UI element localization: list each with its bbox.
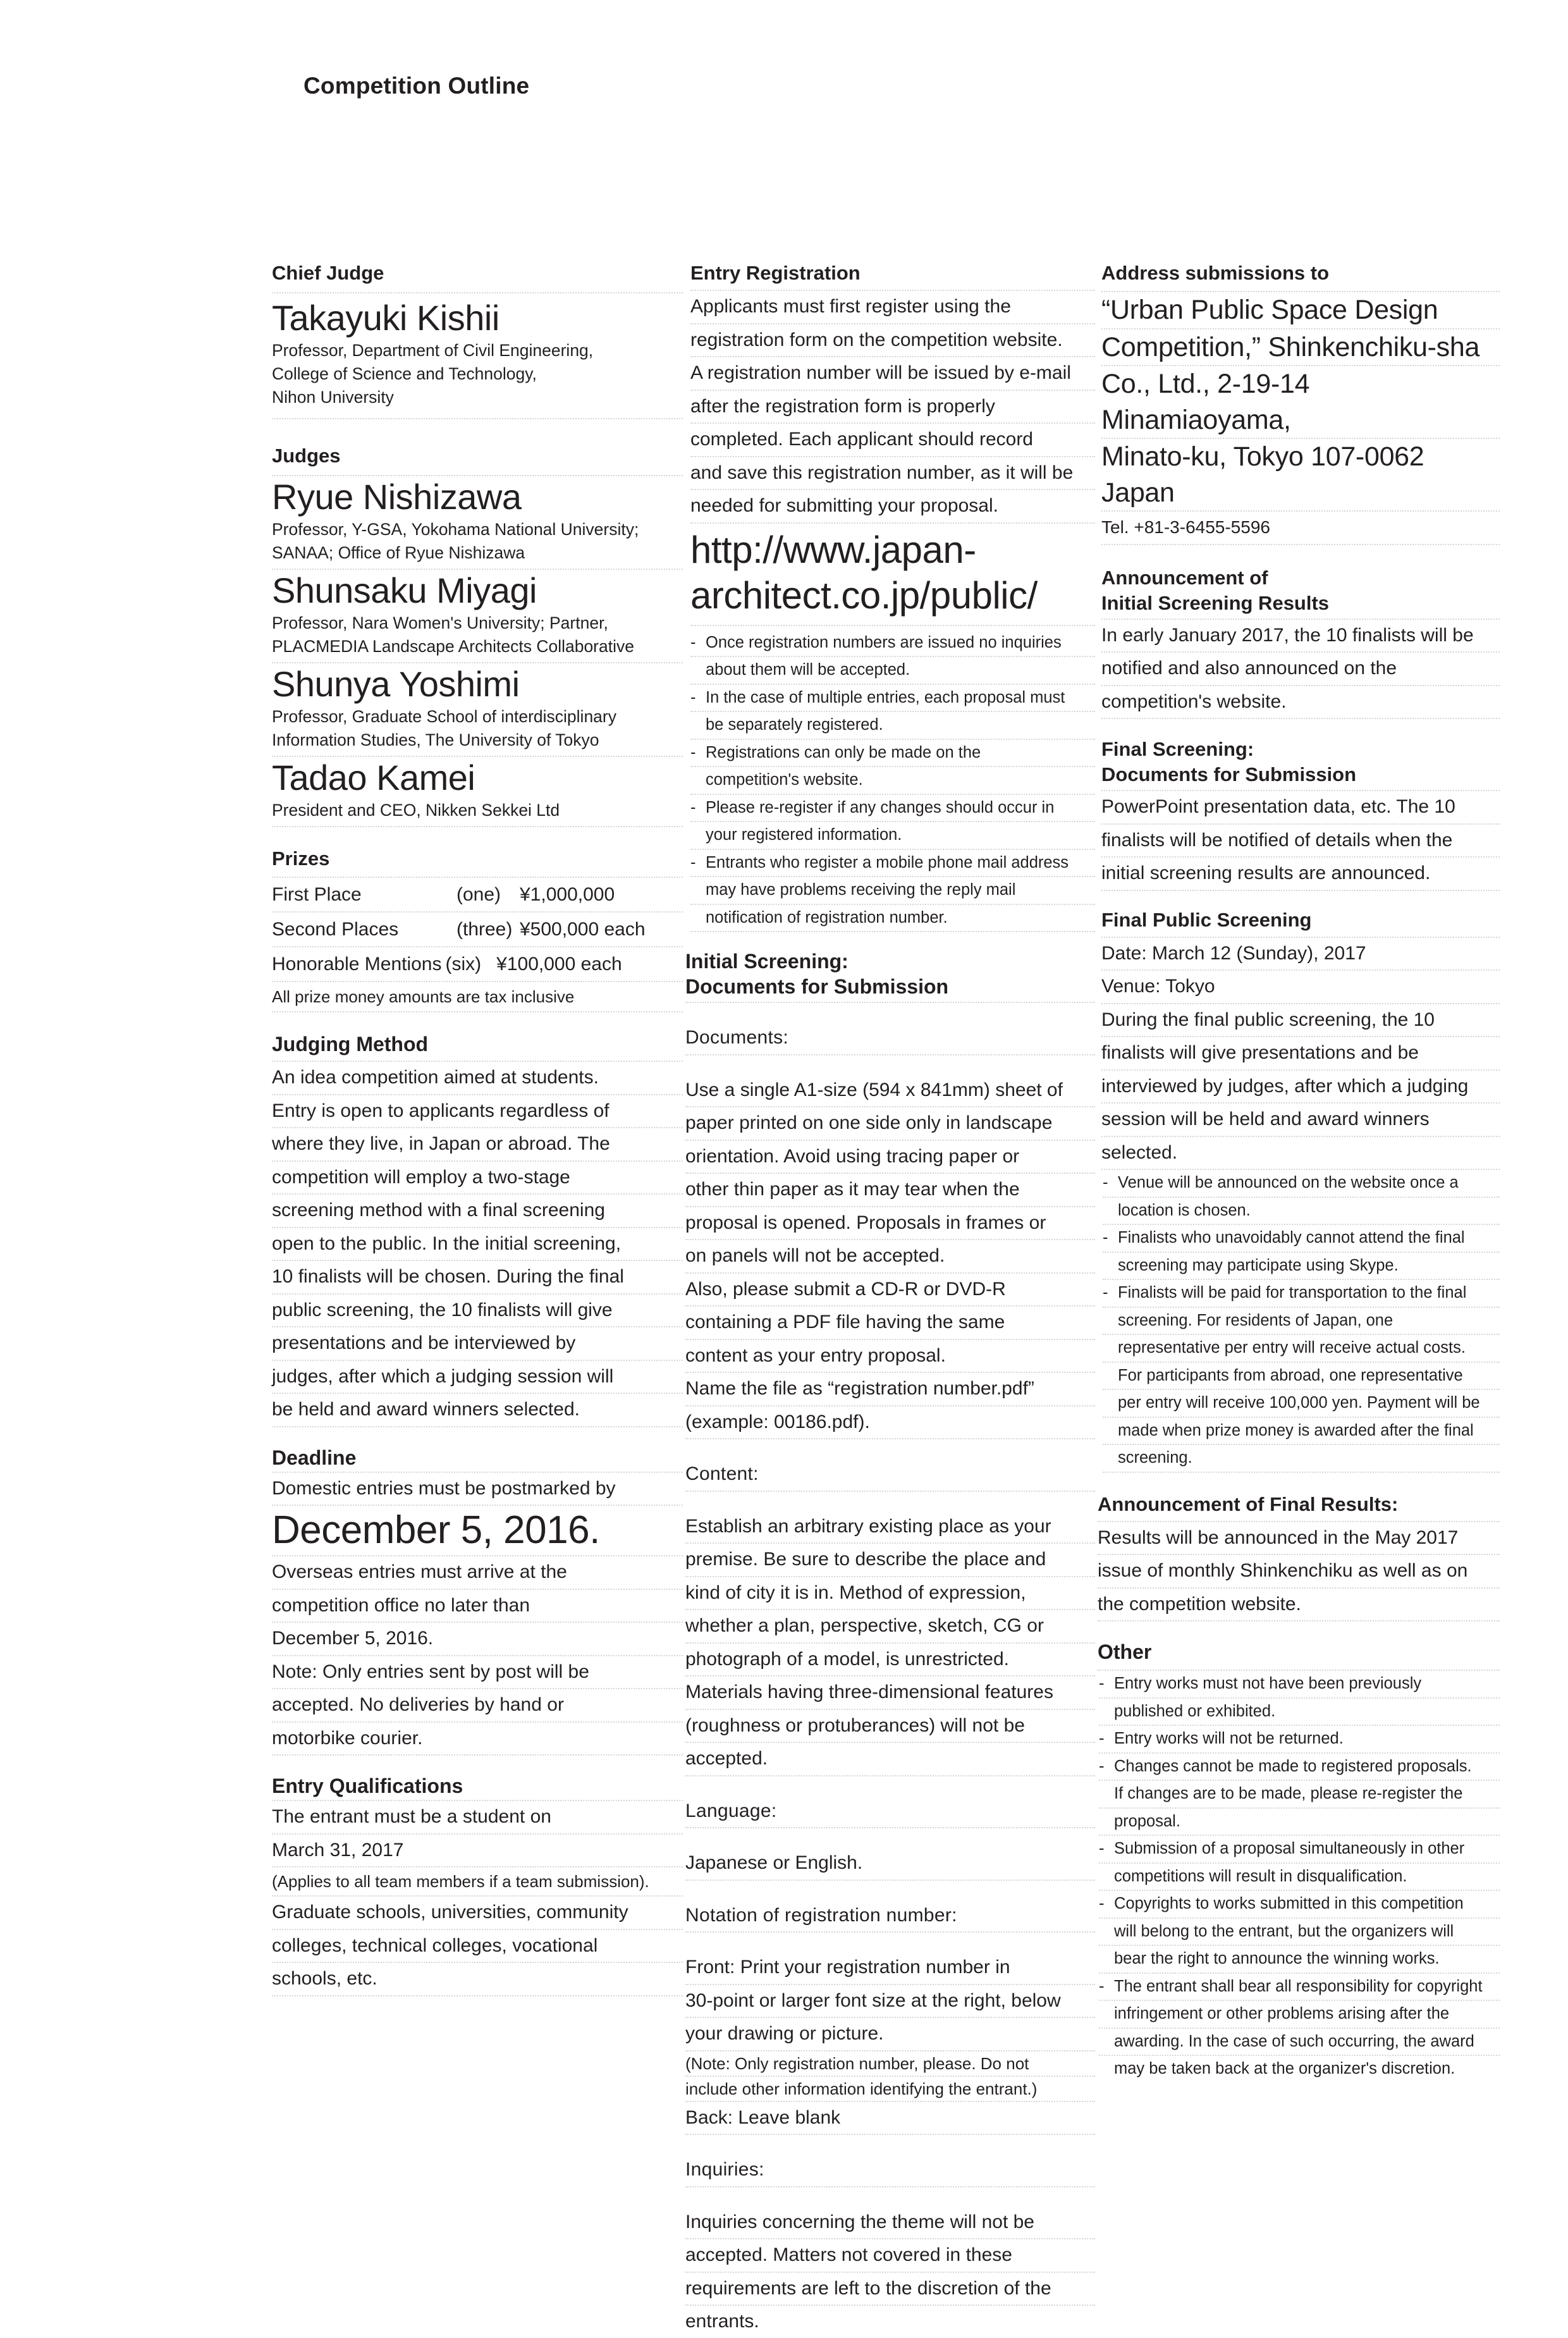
documents-label: Documents: <box>685 1022 1095 1055</box>
body-line: public screening, the 10 finalists will give <box>272 1295 683 1328</box>
list-item: representative per entry will receive actual costs. <box>1103 1335 1500 1363</box>
body-line: session will be held and award winners <box>1101 1104 1500 1137</box>
entry-registration-section <box>690 259 1095 932</box>
address-heading: Address submissions to <box>1101 259 1500 292</box>
body-line: where they live, in Japan or abroad. The <box>272 1128 683 1162</box>
final-screening-heading: Final Screening: <box>1101 738 1254 760</box>
body-line: Also, please submit a CD-R or DVD-R <box>685 1274 1095 1307</box>
judge-affiliation-line: SANAA; Office of Ryue Nishizawa <box>272 543 525 562</box>
body-line: accepted. No deliveries by hand or <box>272 1689 683 1723</box>
list-item: - Once registration numbers are issued no inquiries <box>690 630 1095 658</box>
list-item: screening. For residents of Japan, one <box>1103 1308 1500 1336</box>
list-item: - Copyrights to works submitted in this competition <box>1099 1891 1500 1919</box>
body-line: interviewed by judges, after which a judging <box>1101 1071 1500 1104</box>
entry-qualifications-section <box>272 1772 683 1997</box>
list-item: - Please re-register if any changes should occur in <box>690 795 1095 823</box>
body-line: and save this registration number, as it will be <box>690 457 1095 491</box>
judge-name: Ryue Nishizawa <box>272 477 522 517</box>
list-item: - In the case of multiple entries, each proposal must <box>690 685 1095 713</box>
prize-amount: ¥500,000 each <box>520 919 646 940</box>
dash-bullet-icon: - <box>1103 1229 1108 1246</box>
judge-entry <box>272 757 683 827</box>
list-item: For participants from abroad, one representative <box>1103 1363 1500 1391</box>
prize-count: (six) <box>445 954 482 975</box>
body-line: other thin paper as it may tear when the <box>685 1174 1095 1207</box>
chief-judge-affiliation-line: Nihon University <box>272 388 394 407</box>
prizes-heading: Prizes <box>272 845 683 878</box>
dash-bullet-icon: - <box>1099 1977 1105 1995</box>
body-line: competition will employ a two-stage <box>272 1162 683 1195</box>
list-item: about them will be accepted. <box>690 657 1095 685</box>
dash-bullet-icon: - <box>690 853 696 871</box>
page-title: Competition Outline <box>303 73 530 99</box>
final-screening-subheading: Documents for Submission <box>1101 762 1500 791</box>
notation-note-line: (Note: Only registration number, please. Do not <box>685 2052 1095 2077</box>
address-line: Co., Ltd., 2-19-14 Minamiaoyama, <box>1101 366 1500 439</box>
list-item: - Entry works will not be returned. <box>1099 1726 1500 1754</box>
judge-affiliation-line: Professor, Y-GSA, Yokohama National University; <box>272 520 639 539</box>
list-item: your registered information. <box>690 822 1095 850</box>
body-line: Materials having three-dimensional features <box>685 1677 1095 1710</box>
column-middle <box>685 259 1095 2338</box>
judge-name: Shunya Yoshimi <box>272 664 520 704</box>
list-item: - Registrations can only be made on the <box>690 740 1095 768</box>
prize-name: Honorable Mentions <box>272 954 442 975</box>
list-item: published or exhibited. <box>1099 1699 1500 1726</box>
registration-url-line[interactable]: architect.co.jp/public/ <box>690 574 1038 617</box>
judges-section <box>272 442 683 827</box>
prize-row <box>272 947 683 982</box>
body-line: finalists will give presentations and be <box>1101 1037 1500 1071</box>
dash-bullet-icon: - <box>690 688 696 706</box>
body-line: screening method with a final screening <box>272 1195 683 1228</box>
judging-method-section <box>272 1030 683 1427</box>
body-line: entrants. <box>685 2311 759 2332</box>
initial-screening-section <box>685 949 1095 2338</box>
body-line: During the final public screening, the 10 <box>1101 1004 1500 1038</box>
address-line: “Urban Public Space Design <box>1101 292 1500 329</box>
body-line: Results will be announced in the May 2017 <box>1098 1522 1500 1556</box>
registration-url[interactable] <box>690 524 1095 626</box>
address-line: Competition,” Shinkenchiku-sha <box>1101 329 1500 367</box>
deadline-date: December 5, 2016. <box>272 1506 683 1556</box>
body-line: March 31, 2017 <box>272 1835 683 1868</box>
list-item: bear the right to announce the winning works. <box>1099 1946 1500 1974</box>
judge-name: Tadao Kamei <box>272 758 475 797</box>
dash-bullet-icon: - <box>1099 1675 1105 1692</box>
body-line: initial screening results are announced. <box>1101 858 1500 891</box>
dash-bullet-icon: - <box>690 633 696 651</box>
prize-name: Second Places <box>272 919 399 940</box>
body-line: Note: Only entries sent by post will be <box>272 1656 683 1690</box>
judge-entry <box>272 570 683 663</box>
judge-entry <box>272 663 683 757</box>
address-section <box>1101 259 1500 545</box>
qualification-note: (Applies to all team members if a team submission). <box>272 1867 683 1897</box>
initial-screening-heading: Initial Screening: <box>685 950 848 973</box>
judge-affiliation-line: Information Studies, The University of Tokyo <box>272 730 599 749</box>
list-item: may be taken back at the organizer's discretion. <box>1114 2060 1455 2077</box>
list-item: per entry will receive 100,000 yen. Payment will be <box>1103 1390 1500 1418</box>
list-item: screening may participate using Skype. <box>1103 1253 1500 1281</box>
body-line: proposal is opened. Proposals in frames or <box>685 1207 1095 1241</box>
body-line: (roughness or protuberances) will not be <box>685 1710 1095 1744</box>
list-item: competition's website. <box>690 767 1095 795</box>
body-line: competition office no later than <box>272 1590 683 1623</box>
announcement-initial-subheading: Initial Screening Results <box>1101 591 1500 620</box>
judge-affiliation-line: Professor, Graduate School of interdisciplinary <box>272 707 616 726</box>
chief-judge-affiliation-line: College of Science and Technology, <box>272 364 537 383</box>
dash-bullet-icon: - <box>1103 1174 1108 1191</box>
announcement-initial-heading: Announcement of <box>1101 566 1268 589</box>
dash-bullet-icon: - <box>1099 1757 1105 1775</box>
body-line: The entrant must be a student on <box>272 1801 683 1835</box>
list-item: awarding. In the case of such occurring, the award <box>1099 2029 1500 2057</box>
body-line: 10 finalists will be chosen. During the final <box>272 1261 683 1295</box>
body-line: Japanese or English. <box>685 1847 1095 1881</box>
list-item: be separately registered. <box>690 712 1095 740</box>
judge-affiliation-line: President and CEO, Nikken Sekkei Ltd <box>272 801 560 820</box>
address-tel: Tel. +81-3-6455-5596 <box>1101 512 1500 545</box>
body-line: Front: Print your registration number in <box>685 1952 1095 1985</box>
list-item: screening. <box>1103 1445 1500 1473</box>
body-line: Graduate schools, universities, community <box>272 1897 683 1930</box>
list-item: - Finalists will be paid for transportation to the final <box>1103 1280 1500 1308</box>
deadline-section <box>272 1444 683 1756</box>
list-item: made when prize money is awarded after the final <box>1103 1418 1500 1446</box>
body-line: Domestic entries must be postmarked by <box>272 1473 683 1506</box>
body-line: Use a single A1-size (594 x 841mm) sheet of <box>685 1074 1095 1108</box>
final-screening-docs-section <box>1101 737 1500 891</box>
prize-count: (three) <box>456 919 513 940</box>
registration-url-line[interactable]: http://www.japan- <box>690 528 976 571</box>
dash-bullet-icon: - <box>1099 1840 1105 1857</box>
body-line: registration form on the competition website. <box>690 324 1095 358</box>
final-screening-venue: Venue: Tokyo <box>1101 971 1500 1004</box>
body-line: whether a plan, perspective, sketch, CG or <box>685 1610 1095 1644</box>
other-section <box>1098 1638 1500 2083</box>
dash-bullet-icon: - <box>690 798 696 816</box>
list-item: - Entrants who register a mobile phone mail address <box>690 850 1095 878</box>
judge-entry <box>272 476 683 570</box>
body-line: needed for submitting your proposal. <box>690 490 1095 524</box>
list-item: infringement or other problems arising after the <box>1099 2001 1500 2029</box>
body-line: Establish an arbitrary existing place as your <box>685 1511 1095 1544</box>
list-item: competitions will result in disqualification. <box>1099 1864 1500 1892</box>
body-line: accepted. Matters not covered in these <box>685 2239 1095 2273</box>
body-line: notified and also announced on the <box>1101 653 1500 686</box>
body-line: kind of city it is in. Method of expression, <box>685 1577 1095 1611</box>
prize-note: All prize money amounts are tax inclusive <box>272 982 683 1012</box>
body-line: Back: Leave blank <box>685 2102 1095 2136</box>
dash-bullet-icon: - <box>1099 1895 1105 1912</box>
body-line: motorbike courier. <box>272 1723 683 1756</box>
list-item: If changes are to be made, please re-register the <box>1099 1781 1500 1809</box>
body-line: Name the file as “registration number.pdf” <box>685 1373 1095 1406</box>
prize-count: (one) <box>456 884 501 905</box>
list-item: - Finalists who unavoidably cannot attend the final <box>1103 1225 1500 1253</box>
body-line: premise. Be sure to describe the place and <box>685 1544 1095 1577</box>
content-label: Content: <box>685 1458 1095 1492</box>
final-results-section <box>1098 1491 1500 1622</box>
list-item: - Venue will be announced on the website once a <box>1103 1170 1500 1198</box>
body-line: schools, etc. <box>272 1963 683 1997</box>
body-line: Applicants must first register using the <box>690 291 1095 324</box>
other-heading: Other <box>1098 1638 1500 1671</box>
registration-notes <box>690 630 1095 933</box>
body-line: open to the public. In the initial screening, <box>272 1228 683 1262</box>
prize-amount: ¥1,000,000 <box>520 884 615 905</box>
body-line: 30-point or larger font size at the right, below <box>685 1985 1095 2019</box>
chief-judge-section <box>272 259 683 419</box>
address-line: Minato-ku, Tokyo 107-0062 Japan <box>1101 439 1500 512</box>
list-item: proposal. <box>1099 1809 1500 1837</box>
prize-amount: ¥100,000 each <box>496 954 622 975</box>
other-notes <box>1099 1671 1500 2083</box>
body-line: (example: 00186.pdf). <box>685 1406 1095 1440</box>
list-item: - The entrant shall bear all responsibility for copyright <box>1099 1974 1500 2002</box>
chief-judge-heading: Chief Judge <box>272 259 683 293</box>
notation-label: Notation of registration number: <box>685 1900 1095 1933</box>
body-line: on panels will not be accepted. <box>685 1240 1095 1274</box>
judges-heading: Judges <box>272 442 683 476</box>
notation-note-line: include other information identifying the entrant.) <box>685 2077 1095 2102</box>
final-public-screening-section <box>1101 906 1500 1473</box>
body-line: orientation. Avoid using tracing paper or <box>685 1141 1095 1174</box>
body-line: Overseas entries must arrive at the <box>272 1556 683 1590</box>
dash-bullet-icon: - <box>1099 1730 1105 1747</box>
body-line: be held and award winners selected. <box>272 1394 683 1427</box>
deadline-heading: Deadline <box>272 1444 683 1473</box>
list-item: notification of registration number. <box>690 905 1095 933</box>
judge-affiliation-line: PLACMEDIA Landscape Architects Collaborative <box>272 637 634 656</box>
dash-bullet-icon: - <box>690 743 696 761</box>
inquiries-label: Inquiries: <box>685 2154 1095 2187</box>
body-line: colleges, technical colleges, vocational <box>272 1930 683 1964</box>
body-line: judges, after which a judging session will <box>272 1361 683 1394</box>
dash-bullet-icon: - <box>1103 1284 1108 1301</box>
body-line: your drawing or picture. <box>685 2018 1095 2052</box>
final-screening-notes <box>1103 1170 1500 1473</box>
chief-judge-name: Takayuki Kishii <box>272 298 499 338</box>
entry-qualifications-heading: Entry Qualifications <box>272 1772 683 1801</box>
body-line: finalists will be notified of details when the <box>1101 825 1500 858</box>
prize-name: First Place <box>272 884 362 905</box>
body-line: paper printed on one side only in landscape <box>685 1107 1095 1141</box>
judging-method-heading: Judging Method <box>272 1030 683 1062</box>
prizes-section <box>272 845 683 1012</box>
column-right <box>1098 259 1500 2083</box>
body-line: In early January 2017, the 10 finalists will be <box>1101 620 1500 653</box>
initial-screening-subheading: Documents for Submission <box>685 974 1095 1003</box>
body-line: issue of monthly Shinkenchiku as well as on <box>1098 1555 1500 1589</box>
final-screening-date: Date: March 12 (Sunday), 2017 <box>1101 938 1500 971</box>
prize-row <box>272 913 683 947</box>
final-results-heading: Announcement of Final Results: <box>1098 1491 1500 1522</box>
chief-judge-affiliation-line: Professor, Department of Civil Engineering, <box>272 341 594 360</box>
list-item: location is chosen. <box>1103 1198 1500 1226</box>
list-item: - Submission of a proposal simultaneously in other <box>1099 1836 1500 1864</box>
list-item: will belong to the entrant, but the organizers will <box>1099 1919 1500 1947</box>
body-line: competition's website. <box>1101 686 1500 720</box>
body-line: requirements are left to the discretion of the <box>685 2273 1095 2306</box>
body-line: Entry is open to applicants regardless of <box>272 1095 683 1129</box>
body-line: after the registration form is properly <box>690 391 1095 424</box>
body-line: containing a PDF file having the same <box>685 1307 1095 1340</box>
body-line: An idea competition aimed at students. <box>272 1062 683 1095</box>
body-line: photograph of a model, is unrestricted. <box>685 1644 1095 1677</box>
column-left <box>272 259 683 1997</box>
body-line: selected. <box>1101 1137 1500 1171</box>
body-line: the competition website. <box>1098 1589 1500 1622</box>
prize-row <box>272 878 683 913</box>
body-line: December 5, 2016. <box>272 1623 683 1656</box>
list-item: may have problems receiving the reply mail <box>690 877 1095 905</box>
body-line: PowerPoint presentation data, etc. The 10 <box>1101 791 1500 825</box>
judge-affiliation-line: Professor, Nara Women's University; Partner, <box>272 613 608 632</box>
body-line: accepted. <box>685 1743 1095 1776</box>
language-label: Language: <box>685 1795 1095 1829</box>
announcement-initial-section <box>1101 565 1500 720</box>
body-line: presentations and be interviewed by <box>272 1327 683 1361</box>
entry-registration-heading: Entry Registration <box>690 259 1095 291</box>
body-line: A registration number will be issued by e-mail <box>690 357 1095 391</box>
body-line: completed. Each applicant should record <box>690 424 1095 457</box>
list-item: - Changes cannot be made to registered proposals. <box>1099 1754 1500 1781</box>
judge-name: Shunsaku Miyagi <box>272 570 537 610</box>
body-line: Inquiries concerning the theme will not be <box>685 2206 1095 2240</box>
body-line: content as your entry proposal. <box>685 1340 1095 1374</box>
final-public-screening-heading: Final Public Screening <box>1101 906 1500 938</box>
list-item: - Entry works must not have been previously <box>1099 1671 1500 1699</box>
